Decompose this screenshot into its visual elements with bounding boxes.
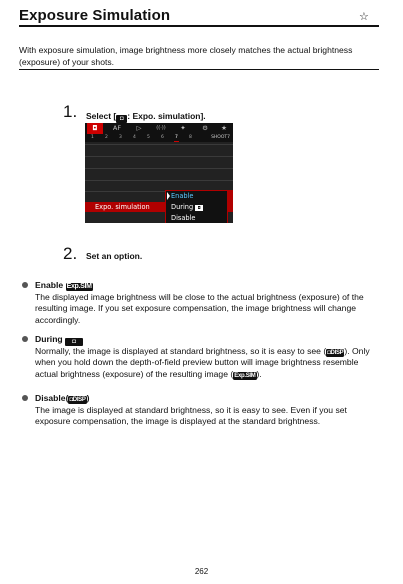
custom-tab-icon[interactable]: ⚙ [202, 124, 208, 132]
page-7[interactable]: 7 [175, 135, 178, 140]
page-4[interactable]: 4 [133, 135, 136, 140]
option-enable-description: The displayed image brightness will be close to the actual brightness (exposure) of the resulting image. If you set exposure compensation, the image brightness will change accordingly. [35, 292, 364, 325]
page-3[interactable]: 3 [119, 135, 122, 140]
page-6[interactable]: 6 [161, 135, 164, 140]
option-during-name: During [35, 334, 63, 344]
step-1-text-post: : Expo. simulation]. [127, 111, 206, 121]
exp-sim-badge: Exp.SIM [66, 283, 92, 290]
page-1[interactable]: 1 [91, 135, 94, 140]
star-icon: ☆ [359, 11, 369, 23]
option-disable[interactable]: Disable [171, 214, 196, 222]
bullet-icon [22, 282, 28, 288]
option-during[interactable] [171, 202, 203, 212]
selection-arrow-icon [167, 192, 170, 200]
option-disable-heading: Disable(◘DISP) [35, 393, 90, 403]
menu-page-indicator [85, 134, 233, 142]
camera-icon: ◘ [65, 338, 83, 346]
option-popup [165, 190, 228, 223]
menu-row-empty [85, 156, 233, 167]
setup-tab-icon[interactable]: ✦ [180, 124, 186, 132]
disp-badge-label: DISP [72, 397, 86, 403]
option-during-label: During [171, 203, 194, 211]
menu-item-expo-simulation[interactable]: Expo. simulation [95, 203, 150, 211]
shoot-tab-camera-icon[interactable]: ◘ [87, 123, 103, 134]
my-menu-tab-icon[interactable]: ★ [221, 124, 227, 132]
intro-text: With exposure simulation, image brightness more closely matches the actual brightness (exposure) of your shots. [19, 45, 353, 67]
playback-tab-icon[interactable]: ▷ [136, 124, 142, 132]
step-1-number: 1. [63, 102, 78, 121]
step-1-text [86, 111, 206, 123]
page-label: SHOOT7 [211, 135, 230, 140]
option-during-heading [35, 334, 83, 346]
option-during-text-1: Normally, the image is displayed at standard brightness, so it is easy to see ( [35, 346, 327, 356]
option-enable[interactable]: Enable [171, 192, 194, 200]
bullet-icon [22, 395, 28, 401]
option-disable-name: Disable [35, 393, 66, 403]
camera-icon: ◘ [116, 115, 127, 123]
option-enable-heading [35, 280, 93, 291]
camera-menu-screen [85, 123, 233, 223]
scroll-indicator [228, 190, 233, 212]
title-rule [19, 25, 379, 27]
menu-tabs [85, 123, 233, 134]
intro-rule [19, 69, 379, 70]
option-during-description [35, 346, 375, 380]
option-during-text-3: ). [256, 368, 262, 379]
disp-badge-label: DISP [330, 350, 344, 356]
disp-badge: ◘DISP [69, 397, 86, 403]
page-number: 262 [194, 567, 209, 576]
option-disable-description: The image is displayed at standard brightness, so it is easy to see. Even if you set exposure compensation, the image is displayed at the standard brightness. [35, 405, 347, 427]
option-enable-name: Enable [35, 280, 64, 290]
option-during-text-2: ). Only when you hold down the depth-of-field preview button will image brightness resemble actual brightness (exposure) of the resulting image ( [35, 346, 370, 379]
camera-icon: ◘ [195, 205, 203, 211]
page-2[interactable]: 2 [105, 135, 108, 140]
page-8[interactable]: 8 [189, 135, 192, 140]
menu-row-empty [85, 168, 233, 179]
page-title: Exposure Simulation [19, 7, 171, 24]
page-5[interactable]: 5 [147, 135, 150, 140]
step-2-number: 2. [63, 244, 78, 263]
wireless-tab-icon[interactable]: ((·)) [156, 125, 166, 131]
bullet-icon [22, 336, 28, 342]
exp-sim-badge: Exp.SIM [234, 372, 256, 379]
step-2-text: Set an option. [86, 251, 143, 261]
step-1-text-pre: Select [ [86, 111, 117, 121]
disp-badge: ◘DISP [327, 350, 344, 356]
tab-af[interactable]: AF [112, 124, 122, 132]
menu-row-empty [85, 144, 233, 155]
